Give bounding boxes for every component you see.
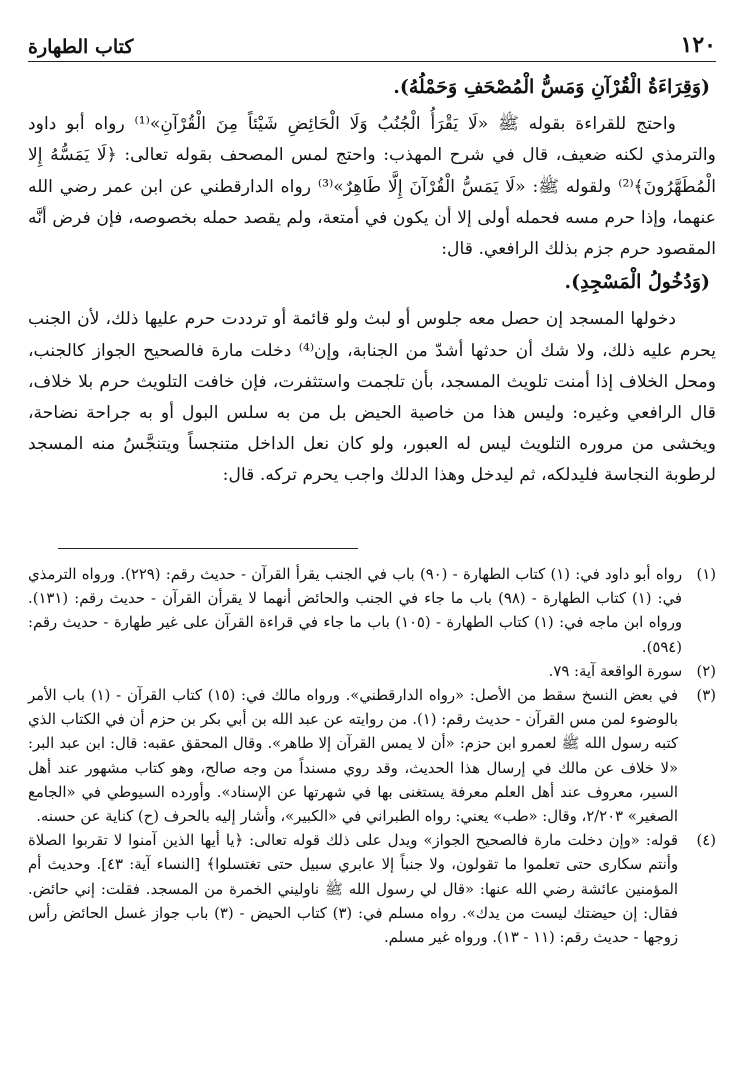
page-number: ١٢٠: [680, 32, 716, 58]
footnote-2: [28, 660, 716, 684]
main-text: [28, 70, 716, 492]
footnote-number: (٢): [696, 662, 716, 680]
footnote-divider: [58, 548, 358, 549]
footnote-4: [28, 829, 716, 950]
footnote-number: (٣): [696, 687, 716, 705]
footnote-text: قوله: «وإن دخلت مارة فالصحيح الجواز» ويدل على ذلك قوله تعالى: ﴿يا أيها الذين آمنوا لا تقربوا الصلاة وأنتم سكارى حتى تعلموا ما تقولون، ولا جنباً إلا عابري سبيل حتى تغتسلوا﴾ [النساء آية: ٤٣]. وحديث أم المؤمنين عائشة رضي الله عنها: «قال لي رسول الله ﷺ ناوليني الخمرة من المسجد. فقلت: إني حائض. فقال: إن حيضتك ليست من يدك». رواه مسلم في: (٣) كتاب الحيض - (٣) باب جواز غسل الحائض رأس زوجها - حديث رقم: (١١ - ١٣). ورواه غير مسلم.: [28, 832, 678, 947]
footnote-text: في بعض النسخ سقط من الأصل: «رواه الدارقطني». ورواه مالك في: (١٥) كتاب القرآن - (١) باب الأمر بالوضوء لمن مس القرآن - حديث رقم: (١). من روايته عن عبد الله بن أبي بكر بن حزم أن في الكتاب الذي كتبه رسول الله ﷺ لعمرو ابن حزم: «أن لا يمس القرآن إلا طاهر». وقال المحقق عقبه: قال: ابن عبد البر: «لا خلاف عن مالك في إرسال هذا الحديث، وقد روي مسنداً من وجه صالح، وهو كتاب مشهور عند أهل السير، معروف عند أهل العلم معرفة يستغنى بها في شهرتها عن الإسناد». وأورده السيوطي في «الجامع الصغير» ٢/٢٠٣، وقال: «طب» يعني: رواه الطبراني في «الكبير»، وأشار إليه بالحرف (ح) كناية عن حسنه.: [28, 687, 678, 826]
footnotes: [28, 563, 716, 950]
footnote-1: [28, 563, 716, 660]
footnote-3: [28, 684, 716, 829]
footnote-number: (١): [696, 566, 716, 583]
matn-heading-reading-quran: (وَقِرَاءَةُ الْقُرْآنِ وَمَسُّ الْمُصْحَفِ وَحَمْلُهُ).: [393, 76, 710, 98]
footnote-number: (٤): [696, 832, 716, 850]
commentary-paragraph-1: واحتج للقراءة بقوله ﷺ «لَا يَقْرَأُ الْجُنُبُ وَلَا الْحَائِضِ شَيْئاً مِنَ الْقُرْآنِ»⁽¹⁾ رواه أبو داود والترمذي لكنه ضعيف، قال في شرح المهذب: واحتج لمس المصحف بقوله تعالى: ﴿لَا يَمَسُّهُ إِلا الْمُطَهَّرُونَ﴾⁽²⁾ ولقوله ﷺ: «لَا يَمَسُّ الْقُرْآنَ إِلَّا طَاهِرٌ»⁽³⁾ رواه الدارقطني عن ابن عمر رضي الله عنهما، وإذا حرم مسه فحمله أولى إلا أن يكون في أمتعة، ولم يقصد حمله بخصوصه، فإن فرض أنَّه المقصود حرم جزم بذلك الرافعي. قال:: [28, 114, 716, 260]
running-header: [28, 22, 716, 62]
footnote-text: رواه أبو داود في: (١) كتاب الطهارة - (٩٠) باب في الجنب يقرأ القرآن - حديث رقم: (٢٢٩). ورواه الترمذي في: (١) كتاب الطهارة - (٩٨) باب ما جاء في الجنب والحائض أنهما لا يقرأن القرآن - حديث رقم: (١٣١). ورواه ابن ماجه في: (١) كتاب الطهارة - (١٠٥) باب ما جاء في قراءة القرآن على غير طهارة - حديث رقم: (٥٩٤).: [28, 566, 682, 656]
footnote-text: سورة الواقعة آية: ٧٩.: [548, 662, 682, 680]
matn-heading-entering-mosque: (وَدُخُولُ الْمَسْجِدِ).: [564, 271, 710, 294]
chapter-title: كتاب الطهارة: [28, 36, 134, 58]
commentary-paragraph-2: دخولها المسجد إن حصل معه جلوس أو لبث ولو قائمة أو ترددت حرم عليها ذلك، لأن الجنب يحرم عليه ذلك، ولا شك أن حدثها أشدّ من الجنابة، وإن⁽⁴⁾ دخلت مارة فالصحيح الجواز كالجنب، ومحل الخلاف إذا أمنت تلويث المسجد، بأن تلجمت واستثفرت، فإن خافت التلويث حرم بلا خلاف، قال الرافعي وغيره: وليس هذا من خاصية الحيض بل من به سلس البول أو به جراحة نضاحة، ويخشى من مروره التلويث ليس له العبور، ولو كان نعل الداخل متنجساً ويتنجَّسُ منه المسجد لرطوبة النجاسة فليدلكه، ثم ليدخل وهذا الدلك واجب يحرم تركه. قال:: [28, 309, 716, 486]
